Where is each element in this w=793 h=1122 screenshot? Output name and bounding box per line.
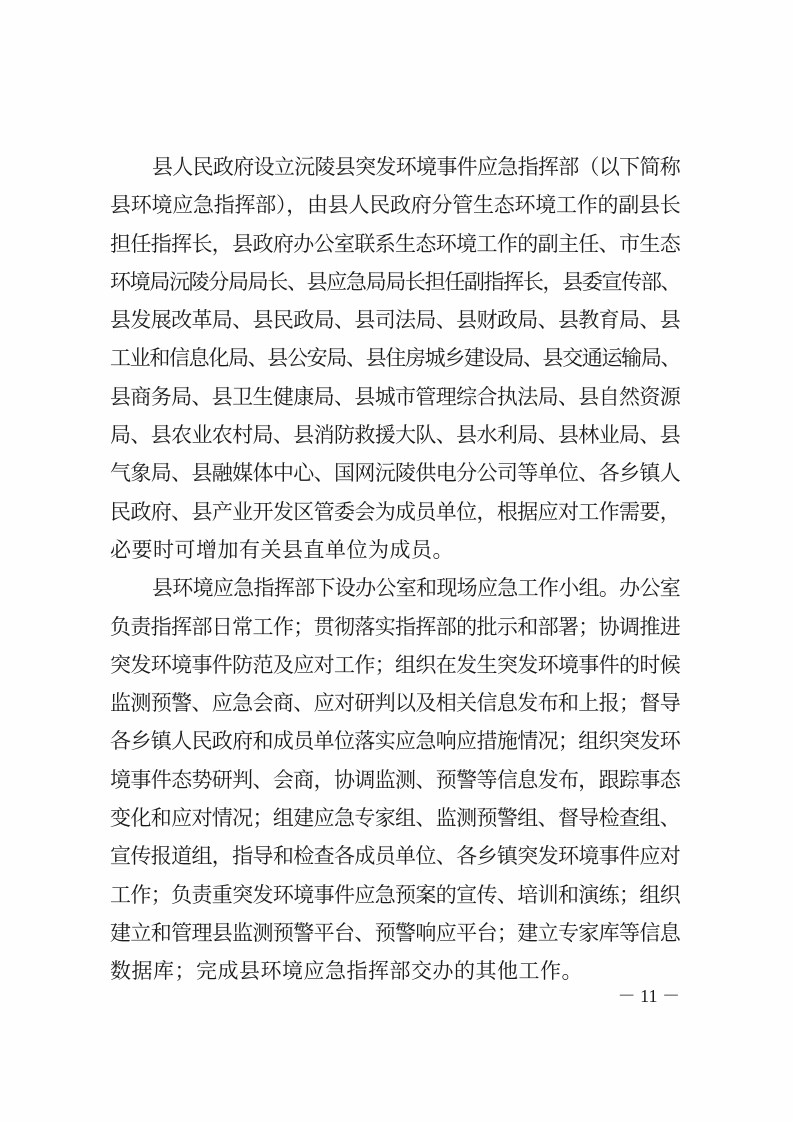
- text-line: 境事件态势研判、会商，协调监测、预警等信息发布，跟踪事态: [110, 767, 680, 792]
- text-line: 县环境应急指挥部），由县人民政府分管生态环境工作的副县长: [110, 193, 681, 218]
- text-line: 气象局、县融媒体中心、国网沅陵供电分公司等单位、各乡镇人: [110, 461, 680, 486]
- text-line: 宣传报道组，指导和检查各成员单位、各乡镇突发环境事件应对: [110, 844, 680, 869]
- text-line: 数据库；完成县环境应急指挥部交办的其他工作。: [110, 959, 583, 984]
- text-line: 建立和管理县监测预警平台、预警响应平台；建立专家库等信息: [110, 920, 680, 945]
- paragraph-office-duties: [110, 569, 680, 990]
- text-line: 县商务局、县卫生健康局、县城市管理综合执法局、县自然资源: [110, 384, 680, 409]
- text-line: 县人民政府设立沅陵县突发环境事件应急指挥部（以下简称: [152, 155, 680, 179]
- text-line: 各乡镇人民政府和成员单位落实应急响应措施情况；组织突发环: [110, 729, 680, 754]
- text-line: 必要时可增加有关县直单位为成员。: [110, 537, 454, 562]
- text-line: 担任指挥长，县政府办公室联系生态环境工作的副主任、市生态: [110, 231, 680, 256]
- body-text: [110, 148, 680, 991]
- text-line: 局、县农业农村局、县消防救援大队、县水利局、县林业局、县: [110, 423, 680, 448]
- text-line: 民政府、县产业开发区管委会为成员单位，根据应对工作需要，: [110, 499, 680, 524]
- text-line: 负责指挥部日常工作；贯彻落实指挥部的批示和部署；协调推进: [110, 614, 680, 639]
- text-line: 工业和信息化局、县公安局、县住房城乡建设局、县交通运输局、: [110, 346, 680, 371]
- text-line: 县环境应急指挥部下设办公室和现场应急工作小组。办公室: [152, 576, 680, 601]
- text-line: 监测预警、应急会商、应对研判以及相关信息发布和上报；督导: [110, 691, 680, 716]
- text-line: 变化和应对情况；组建应急专家组、监测预警组、督导检查组、: [110, 806, 680, 831]
- text-line: 环境局沅陵分局局长、县应急局局长担任副指挥长，县委宣传部、: [110, 269, 680, 294]
- text-line: 县发展改革局、县民政局、县司法局、县财政局、县教育局、县: [110, 308, 680, 333]
- text-line: 工作；负责重突发环境事件应急预案的宣传、培训和演练；组织: [110, 882, 680, 907]
- paragraph-command-structure: [110, 148, 680, 569]
- page-number: － 11 －: [617, 986, 680, 1006]
- text-line: 突发环境事件防范及应对工作；组织在发生突发环境事件的时候: [110, 652, 680, 677]
